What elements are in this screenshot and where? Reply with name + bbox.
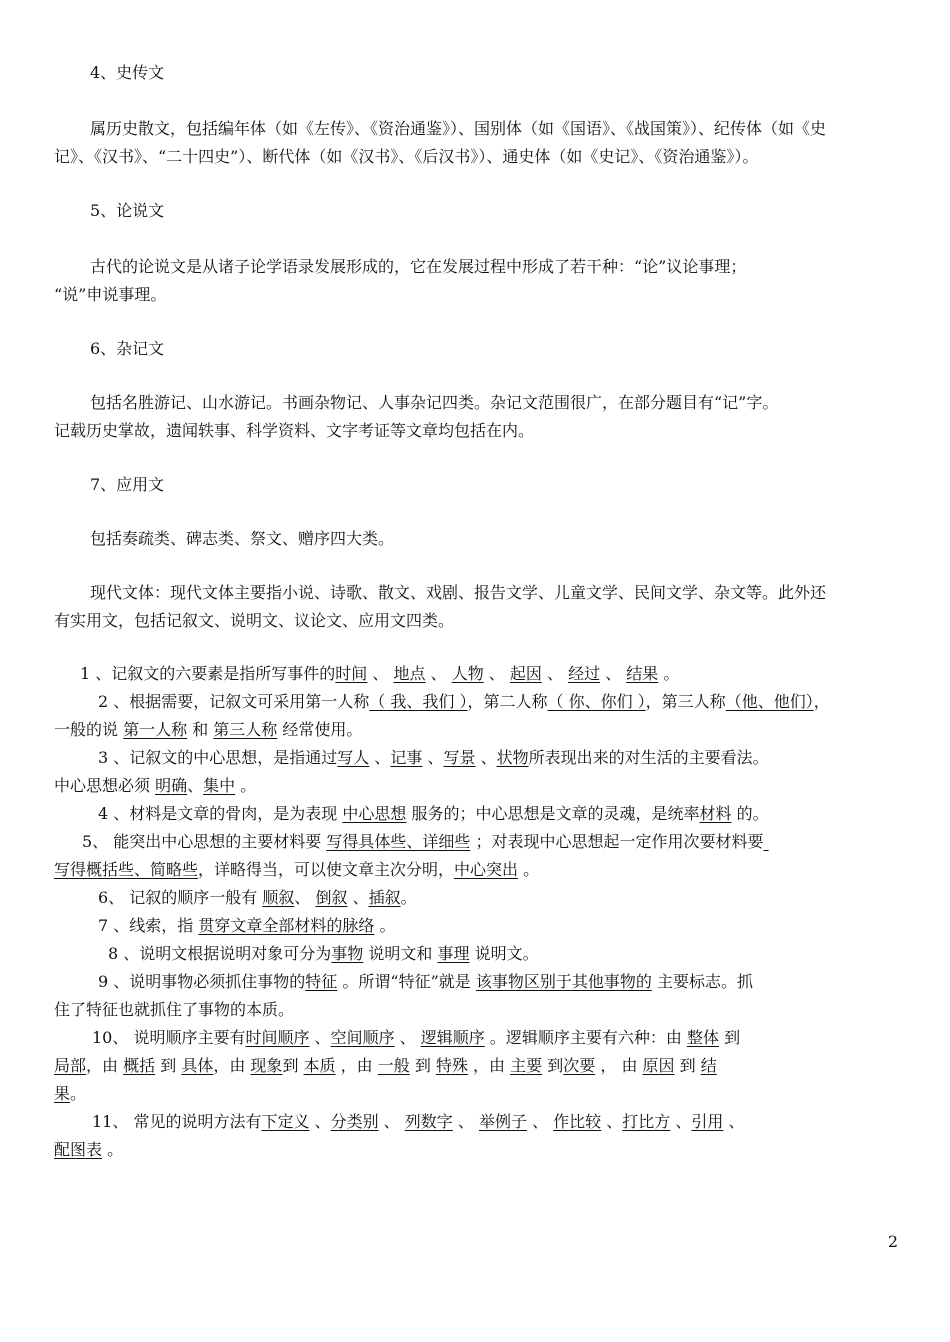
text-line (0, 146, 950, 168)
fill-in-answer: 明确 (155, 776, 188, 795)
text-line (0, 1083, 950, 1105)
fill-in-answer: 一般 (377, 1056, 410, 1075)
fill-in-answer: 局部 (54, 1056, 87, 1075)
text-segment: 6、杂记文 (90, 339, 165, 358)
text-segment: 、 (369, 748, 391, 767)
text-segment: 、 (378, 1112, 405, 1131)
text-segment: 到 (542, 1056, 564, 1075)
text-line (0, 200, 950, 222)
text-segment: 、 (394, 1028, 421, 1047)
fill-in-answer: 举例子 (478, 1112, 527, 1131)
text-line (0, 691, 950, 713)
text-line (0, 118, 950, 140)
text-segment: ；对表现中心思想起一定作用次要材料要 (470, 832, 764, 851)
fill-in-answer: 空间顺序 (330, 1028, 395, 1047)
text-line (0, 971, 950, 993)
fill-in-answer: 主要 (510, 1056, 543, 1075)
text-segment: 11、 常见的说明方法有 (92, 1112, 262, 1131)
fill-in-answer: 倒叙 (315, 888, 348, 907)
text-line (0, 859, 950, 881)
text-segment: 包括名胜游记、山水游记。书画杂物记、人事杂记四类。杂记文范围很广，在部分题目有“记”字。 (90, 393, 779, 412)
text-segment: 5、 能突出中心思想的主要材料要 (82, 832, 327, 851)
text-line (0, 610, 950, 632)
fill-in-answer: 事理 (437, 944, 470, 963)
fill-in-answer: 第三人称 (213, 720, 278, 739)
text-line (0, 999, 950, 1021)
text-segment: 、 (309, 1112, 331, 1131)
text-segment: 服务的；中心思想是文章的灵魂，是统率 (406, 804, 700, 823)
text-segment: 5、论说文 (90, 201, 165, 220)
text-segment: ，由 (335, 1056, 378, 1075)
text-segment: ，由 (213, 1056, 251, 1075)
fill-in-answer: 事物 (331, 944, 364, 963)
text-line (0, 887, 950, 909)
text-line (0, 915, 950, 937)
fill-in-answer: （ 你、你们 ） (547, 692, 646, 711)
fill-in-answer: 中心突出 (454, 860, 519, 879)
text-segment: 的。 (731, 804, 769, 823)
text-segment: 、 (422, 748, 444, 767)
fill-in-answer: 原因 (642, 1056, 675, 1075)
text-line (0, 338, 950, 360)
text-segment: 所表现出来的对生活的主要看法。 (528, 748, 769, 767)
text-segment: 。 (658, 664, 680, 683)
text-segment: 9 、说明事物必须抓住事物的 (98, 972, 306, 991)
text-segment: 到 (718, 1028, 741, 1047)
text-segment: 说明文。 (469, 944, 539, 963)
text-segment: 和 (187, 720, 214, 739)
fill-in-answer: 列数字 (404, 1112, 453, 1131)
text-line (0, 719, 950, 741)
text-segment: 记载历史掌故，遗闻轶事、科学资料、文字考证等文章均包括在内。 (54, 421, 535, 440)
text-line (0, 474, 950, 496)
text-segment: 。 (70, 1084, 87, 1103)
text-line (0, 284, 950, 306)
text-segment: 到 (155, 1056, 182, 1075)
text-segment: 有实用文，包括记叙文、说明文、议论文、应用文四类。 (54, 611, 455, 630)
fill-in-answer: 特殊 (435, 1056, 468, 1075)
text-segment: ，由 (467, 1056, 511, 1075)
fill-in-answer (763, 832, 768, 851)
text-segment: 现代文体：现代文体主要指小说、诗歌、散文、戏剧、报告文学、儿童文学、民间文学、杂文等。此外还 (90, 583, 827, 602)
text-segment: 、 (483, 664, 510, 683)
fill-in-answer: 该事物区别于其他事物的 (475, 972, 652, 991)
text-line (0, 1027, 950, 1049)
fill-in-answer: 经过 (568, 664, 601, 683)
text-segment: 10、 说明顺序主要有 (92, 1028, 246, 1047)
text-segment: 、 (600, 664, 627, 683)
text-segment: 。 (102, 1140, 124, 1159)
text-segment: 6、 记叙的顺序一般有 (98, 888, 263, 907)
text-segment: 、 (452, 1112, 479, 1131)
text-segment: 到 (409, 1056, 436, 1075)
fill-in-answer: 结果 (626, 664, 659, 683)
text-segment: 包括奏疏类、碑志类、祭文、赠序四大类。 (90, 529, 395, 548)
fill-in-answer: 记事 (390, 748, 423, 767)
fill-in-answer: （他、他们） (725, 692, 814, 711)
text-line (0, 1139, 950, 1161)
text-segment: 7 、线索，指 (98, 916, 199, 935)
fill-in-answer: 分类别 (330, 1112, 379, 1131)
fill-in-answer: 顺叙 (262, 888, 295, 907)
text-line (0, 420, 950, 442)
fill-in-answer: 结 (700, 1056, 717, 1075)
text-line (0, 392, 950, 414)
text-segment: 、 (601, 1112, 623, 1131)
fill-in-answer: 次要 (563, 1056, 596, 1075)
text-segment: 。 (518, 860, 540, 879)
text-segment: 1 、记叙文的六要素是指所写事件的 (80, 664, 336, 683)
fill-in-answer: 插叙 (368, 888, 401, 907)
text-segment: 2 、根据需要，记叙文可采用第一人称 (98, 692, 370, 711)
text-segment: 、 (309, 1028, 331, 1047)
text-line (0, 775, 950, 797)
text-line (0, 663, 950, 685)
text-segment: 属历史散文，包括编年体（如《左传》、《资治通鉴》）、国别体（如《国语》、《战国策》）、纪传体（如《史 (90, 119, 827, 138)
fill-in-answer: 果 (54, 1084, 71, 1103)
text-segment: 古代的论说文是从诸子论学语录发展形成的，它在发展过程中形成了若干种：“论”议论事理； (90, 257, 747, 276)
text-line (0, 803, 950, 825)
text-segment: 。 (235, 776, 257, 795)
fill-in-answer: 写得概括些、简略些 (54, 860, 199, 879)
text-segment: ，第三人称 (645, 692, 726, 711)
fill-in-answer: 逻辑顺序 (420, 1028, 485, 1047)
text-segment: 中心思想必须 (54, 776, 156, 795)
text-segment: ， 由 (595, 1056, 643, 1075)
text-segment: ，由 (86, 1056, 124, 1075)
fill-in-answer: 具体 (181, 1056, 214, 1075)
text-line (0, 1055, 950, 1077)
text-segment: 说明文和 (363, 944, 438, 963)
fill-in-answer: 第一人称 (123, 720, 188, 739)
text-line (0, 256, 950, 278)
text-segment: 7、应用文 (90, 475, 165, 494)
fill-in-answer: 配图表 (54, 1140, 103, 1159)
page-number: 2 (887, 1232, 898, 1251)
text-segment: “说”申说事理。 (54, 285, 167, 304)
text-segment: 、 (723, 1112, 745, 1131)
text-segment: 到 (674, 1056, 701, 1075)
text-segment: ，第二人称 (467, 692, 548, 711)
text-segment: 、 (541, 664, 569, 683)
fill-in-answer: 下定义 (261, 1112, 310, 1131)
text-segment: 、 (294, 888, 316, 907)
text-line (0, 831, 950, 853)
text-segment: 记》、《汉书》、“二十四史”）、断代体（如《汉书》、《后汉书》）、通史体（如《史记》、《资治通鉴》）。 (54, 147, 759, 166)
text-segment: 3 、记叙文的中心思想，是指通过 (98, 748, 338, 767)
fill-in-answer: 整体 (686, 1028, 719, 1047)
text-segment: 、 (425, 664, 452, 683)
text-segment: ， (813, 692, 830, 711)
fill-in-answer: 引用 (691, 1112, 724, 1131)
text-line (0, 747, 950, 769)
fill-in-answer: 打比方 (622, 1112, 671, 1131)
fill-in-answer: 作比较 (553, 1112, 602, 1131)
fill-in-answer: 时间顺序 (245, 1028, 310, 1047)
text-segment: 、 (347, 888, 369, 907)
text-line (0, 582, 950, 604)
text-segment: 、 (670, 1112, 692, 1131)
text-line (0, 943, 950, 965)
fill-in-answer: 材料 (699, 804, 732, 823)
fill-in-answer: 地点 (393, 664, 426, 683)
text-segment: 主要标志。抓 (651, 972, 753, 991)
text-line (0, 62, 950, 84)
text-segment: 。 (374, 916, 396, 935)
fill-in-answer: 集中 (203, 776, 236, 795)
fill-in-answer: 时间 (335, 664, 368, 683)
text-segment: 。逻辑顺序主要有六种：由 (484, 1028, 687, 1047)
text-segment: 、 (526, 1112, 554, 1131)
fill-in-answer: 写得具体些、详细些 (326, 832, 471, 851)
text-segment: 、 (475, 748, 497, 767)
text-segment: 4 、材料是文章的骨肉，是为表现 (98, 804, 343, 823)
fill-in-answer: 特征 (305, 972, 338, 991)
text-segment: 、 (187, 776, 204, 795)
fill-in-answer: （ 我、我们 ） (369, 692, 468, 711)
fill-in-answer: 状物 (496, 748, 529, 767)
fill-in-answer: 本质 (303, 1056, 336, 1075)
fill-in-answer: 人物 (451, 664, 484, 683)
text-segment: 经常使用。 (277, 720, 363, 739)
text-segment: 4、史传文 (90, 63, 165, 82)
fill-in-answer: 中心思想 (342, 804, 407, 823)
text-segment: 一般的说 (54, 720, 124, 739)
text-segment: ，详略得当，可以使文章主次分明， (198, 860, 455, 879)
fill-in-answer: 写人 (337, 748, 370, 767)
text-segment: 8 、说明文根据说明对象可分为 (108, 944, 332, 963)
text-segment: 到 (282, 1056, 304, 1075)
text-segment: 住了特征也就抓住了事物的本质。 (54, 1000, 295, 1019)
text-line (0, 1111, 950, 1133)
fill-in-answer: 写景 (443, 748, 476, 767)
text-line (0, 528, 950, 550)
fill-in-answer: 现象 (250, 1056, 283, 1075)
text-segment: 。所谓“特征”就是 (337, 972, 476, 991)
fill-in-answer: 贯穿文章全部材料的脉络 (198, 916, 375, 935)
fill-in-answer: 概括 (123, 1056, 156, 1075)
fill-in-answer: 起因 (509, 664, 542, 683)
text-segment: 。 (400, 888, 417, 907)
text-segment: 、 (367, 664, 394, 683)
